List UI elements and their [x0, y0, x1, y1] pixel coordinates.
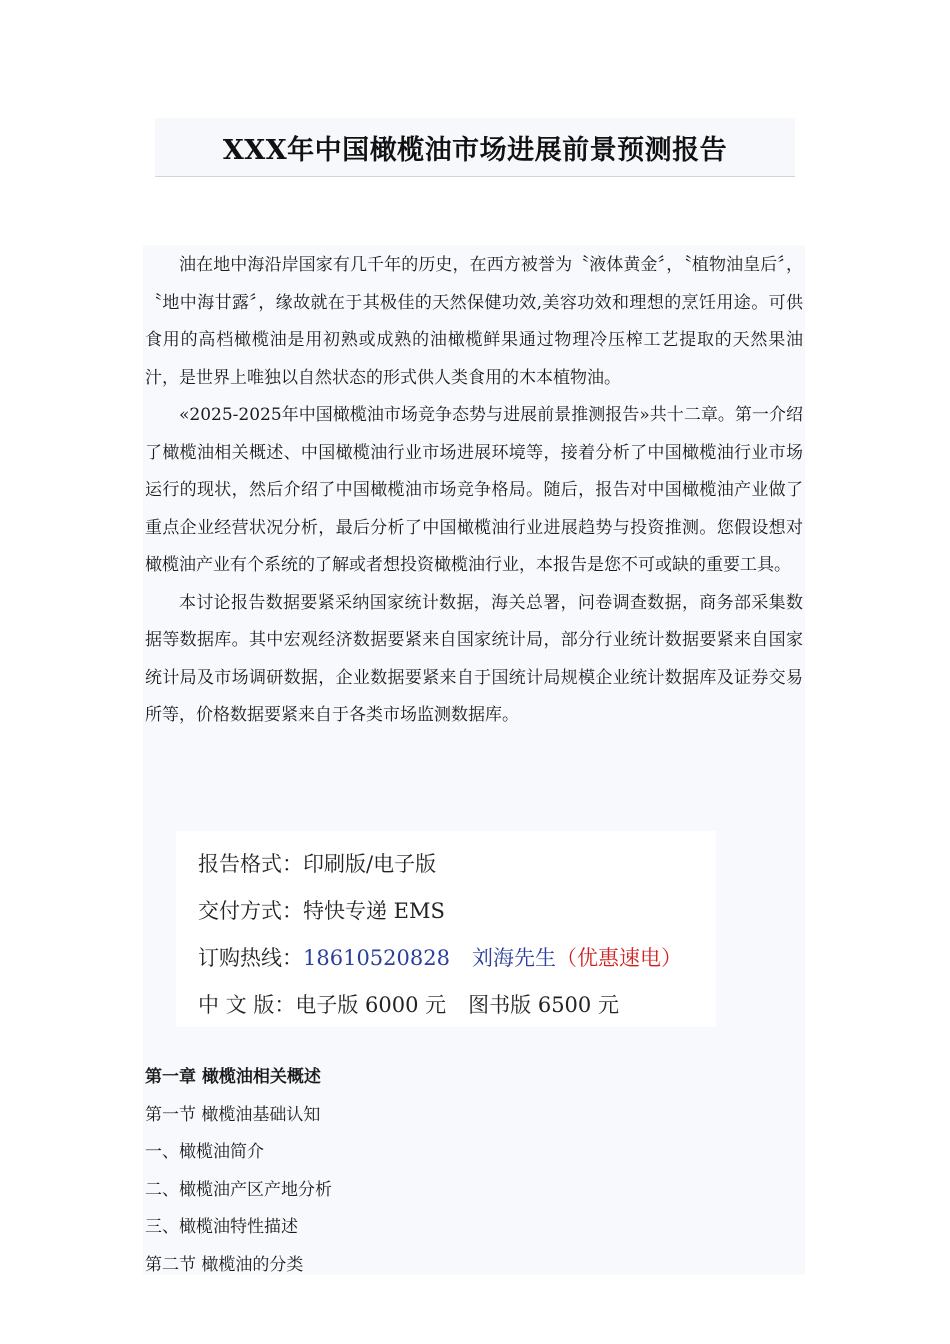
delivery-row: [198, 888, 716, 935]
hotline-contact: 刘海先生: [471, 946, 556, 970]
intro-paragraph-3: 本讨论报告数据要紧采纳国家统计数据，海关总署，问卷调查数据，商务部采集数据等数据库。其中宏观经济数据要紧来自国家统计局，部分行业统计数据要紧来自国家统计局及市场调研数据，企业数据要紧来自于国统计局规模企业统计数据库及证券交易所等，价格数据要紧来自于各类市场监测数据库。: [145, 592, 803, 725]
toc-item: 第一节 橄榄油基础认知: [145, 1104, 321, 1125]
document-body: [143, 245, 805, 1275]
toc-item: 一、橄榄油简介: [145, 1142, 264, 1162]
hotline-label: 订购热线：: [198, 946, 303, 970]
title-banner: [155, 118, 795, 177]
toc-item: 第一章 橄榄油相关概述: [145, 1067, 321, 1087]
price-digital: 电子版 6000 元: [295, 993, 447, 1017]
price-row: [198, 982, 716, 1029]
toc-item: 二、橄榄油产区产地分析: [145, 1179, 332, 1200]
intro-paragraph-1: 油在地中海沿岸国家有几千年的历史，在西方被誉为〝液体黄金〞，〝植物油皇后〞，〝地中海甘露〞，缘故就在于其极佳的天然保健功效,美容功效和理想的烹饪用途。可供食用的高档橄榄油是用初熟或成熟的油橄榄鲜果通过物理冷压榨工艺提取的天然果油汁，是世界上唯独以自然状态的形式供人类食用的木本植物油。: [145, 255, 803, 388]
hotline-row: [198, 935, 716, 982]
hotline-number: 18610520828: [303, 946, 450, 970]
intro-paragraph-2: «2025-2025年中国橄榄油市场竞争态势与进展前景推测报告»共十二章。第一介绍了橄榄油相关概述、中国橄榄油行业市场进展环境等，接着分析了中国橄榄油行业市场运行的现状，然后介绍了中国橄榄油市场竞争格局。随后，报告对中国橄榄油产业做了重点企业经营状况分析，最后分析了中国橄榄油行业进展趋势与投资推测。您假设想对橄榄油产业有个系统的了解或者想投资橄榄油行业，本报告是您不可或缺的重要工具。: [145, 405, 803, 575]
price-label: 中 文 版：: [198, 993, 296, 1017]
delivery-label: 交付方式：: [198, 899, 303, 923]
hotline-note: （优惠速电）: [555, 946, 682, 970]
order-info-box: [176, 831, 716, 1027]
intro-section: [145, 247, 803, 735]
document-title: XXX年中国橄榄油市场进展前景预测报告: [222, 134, 728, 166]
table-of-contents: [145, 1059, 332, 1284]
report-format-label: 报告格式：: [198, 852, 303, 876]
report-format-value: 印刷版/电子版: [303, 852, 437, 876]
toc-item: 第二节 橄榄油的分类: [145, 1254, 304, 1275]
toc-item: 三、橄榄油特性描述: [145, 1217, 298, 1237]
report-format-row: [198, 841, 716, 888]
delivery-value: 特快专递 EMS: [303, 899, 445, 923]
price-book: 图书版 6500 元: [468, 993, 619, 1017]
